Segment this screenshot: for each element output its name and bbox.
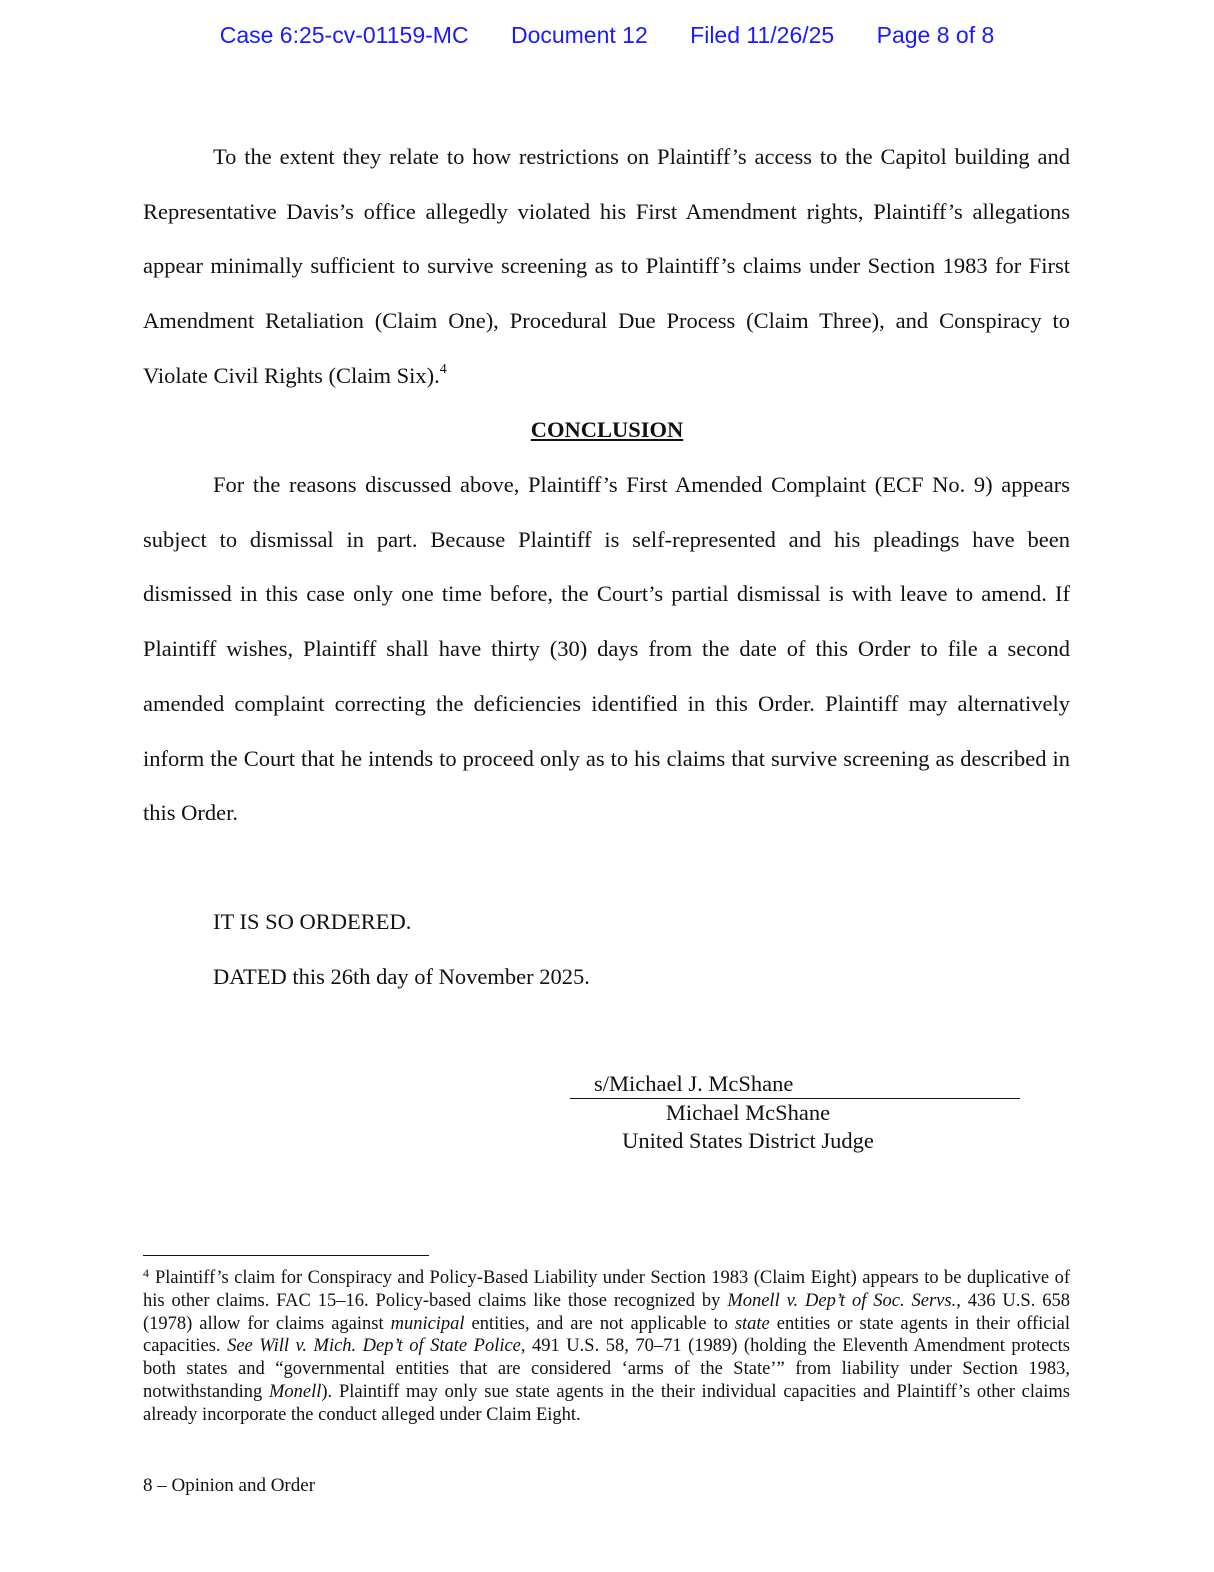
footnote-text-4: entities or state agents in their official capacities.	[143, 1313, 1070, 1357]
page-number: Page 8 of 8	[876, 22, 995, 48]
document-header	[0, 22, 1214, 49]
dated-statement: DATED this 26th day of November 2025.	[213, 964, 590, 989]
footnote-citation-will: See Will v. Mich. Dep’t of State Police	[227, 1336, 521, 1357]
page-footer: 8 – Opinion and Order	[143, 1475, 316, 1496]
document-number: Document 12	[510, 22, 648, 48]
electronic-signature: s/Michael J. McShane	[594, 1071, 794, 1096]
footnote-citation-monell-short: Monell	[268, 1381, 322, 1402]
footnote-emphasis-state: state	[734, 1313, 770, 1334]
signature-line	[570, 1070, 1020, 1099]
judge-name: Michael McShane	[665, 1100, 831, 1125]
judge-title: United States District Judge	[622, 1127, 874, 1153]
footnote-divider	[143, 1255, 429, 1256]
footnote-citation-monell: Monell v. Dep’t of Soc. Servs.	[727, 1290, 957, 1311]
footnote-4	[143, 1267, 1070, 1427]
paragraph-1-text: To the extent they relate to how restrictions on Plaintiff’s access to the Capitol building and Representative Davis’s office allegedly violated his First Amendment rights, Plaintiff’s allegations appear minimally sufficient to survive screening as to Plaintiff’s claims under Section 1983 for First Amendment Retaliation (Claim One), Procedural Due Process (Claim Three), and Conspiracy to Violate Civil Rights (Claim Six).	[143, 144, 1070, 388]
case-number: Case 6:25-cv-01159-MC	[219, 22, 469, 48]
footnote-text-1: Plaintiff’s claim for Conspiracy and Policy-Based Liability under Section 1983 (Claim Eight) appears to be duplicative of his other claims. FAC 15–16. Policy-based claims like those recognized by	[143, 1268, 1070, 1311]
footnote-text-5: , 491 U.S. 58, 70–71 (1989) (holding the Eleventh Amendment protects both states and “governmental entities that are considered ‘arms of the State’” from liability under Section 1983, notwithstanding	[143, 1336, 1070, 1402]
footnote-text-6: ). Plaintiff may only sue state agents in the their individual capacities and Plaintiff’s other claims already incorporate the conduct alleged under Claim Eight.	[143, 1381, 1070, 1425]
footnote-emphasis-municipal: municipal	[390, 1313, 465, 1334]
footnote-text-2: , 436 U.S. 658 (1978) allow for claims against	[143, 1290, 1070, 1334]
footnote-number: 4	[143, 1266, 149, 1280]
conclusion-heading: CONCLUSION	[530, 417, 684, 442]
filed-date: Filed 11/26/25	[690, 22, 835, 48]
signature-block	[570, 1070, 1020, 1154]
body-paragraph-1	[143, 130, 1070, 404]
footnote-text-3: entities, and are not applicable to	[464, 1313, 735, 1334]
body-paragraph-2: For the reasons discussed above, Plaintiff’s First Amended Complaint (ECF No. 9) appears subject to dismissal in part. Because Plaintiff is self-represented and his pleadings have been dismissed in this case only one time before, the Court’s partial dismissal is with leave to amend. If Plaintiff wishes, Plaintiff shall have thirty (30) days from the date of this Order to file a second amended complaint correcting the deficiencies identified in this Order. Plaintiff may alternatively inform the Court that he intends to proceed only as to his claims that survive screening as described in this Order.	[143, 472, 1070, 826]
footnote-reference[interactable]: 4	[439, 361, 447, 377]
order-statement: IT IS SO ORDERED.	[213, 909, 412, 934]
